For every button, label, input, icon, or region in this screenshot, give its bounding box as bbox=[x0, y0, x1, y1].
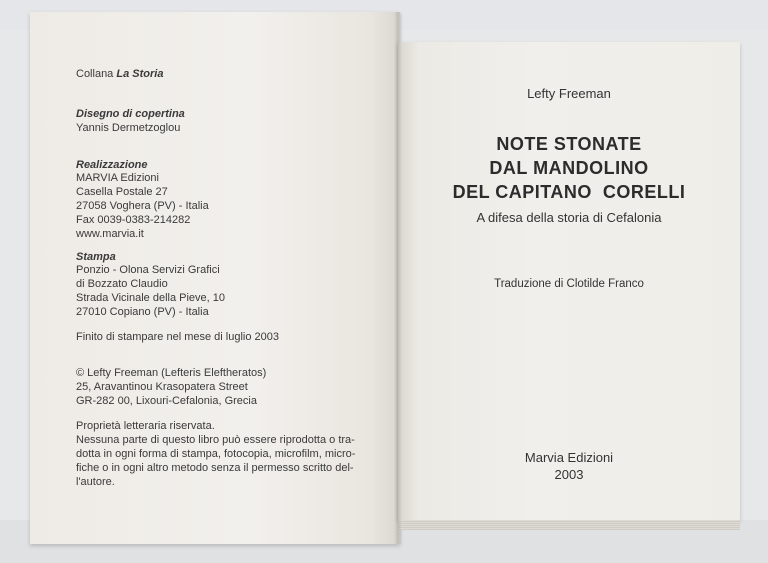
stampa-line: Ponzio - Olona Servizi Grafici bbox=[76, 264, 220, 276]
copyright-line: 25, Aravantinou Krasopatera Street bbox=[76, 381, 248, 393]
title-line: DAL MANDOLINO bbox=[489, 158, 649, 178]
realizzazione-line: 27058 Voghera (PV) - Italia bbox=[76, 200, 209, 212]
stampa-heading: Stampa bbox=[76, 251, 116, 263]
realizzazione-heading: Realizzazione bbox=[76, 159, 148, 171]
book-title bbox=[398, 132, 740, 204]
rights-line: fiche o in ogni altro metodo senza il permesso scritto del- bbox=[76, 462, 354, 474]
collana-name: La Storia bbox=[116, 68, 164, 80]
author-name: Lefty Freeman bbox=[527, 86, 611, 101]
stampa-line: Strada Vicinale della Pieve, 10 bbox=[76, 292, 226, 304]
printed-note: Finito di stampare nel mese di luglio 2003 bbox=[76, 331, 280, 343]
collana-line bbox=[76, 67, 163, 81]
copyright-line: GR-282 00, Lixouri-Cefalonia, Grecia bbox=[76, 395, 257, 407]
page-edges bbox=[398, 520, 740, 530]
realizzazione-line: MARVIA Edizioni bbox=[76, 172, 159, 184]
rights-line: Nessuna parte di questo libro può essere riprodotta o tra- bbox=[76, 434, 355, 446]
stampa-line: 27010 Copiano (PV) - Italia bbox=[76, 306, 209, 318]
rights-line: Proprietà letteraria riservata. bbox=[76, 420, 215, 432]
subtitle: A difesa della storia di Cefalonia bbox=[476, 210, 662, 225]
realizzazione-line: Fax 0039-0383-214282 bbox=[76, 214, 191, 226]
copyright-line: © Lefty Freeman (Lefteris Eleftheratos) bbox=[76, 367, 267, 379]
realizzazione-line: Casella Postale 27 bbox=[76, 186, 168, 198]
show-through-text bbox=[255, 118, 375, 208]
translator-credit: Traduzione di Clotilde Franco bbox=[494, 278, 644, 290]
publisher-name: Marvia Edizioni bbox=[524, 450, 614, 465]
collana-prefix: Collana bbox=[76, 68, 114, 80]
title-line: NOTE STONATE bbox=[496, 134, 642, 154]
rights-line: dotta in ogni forma di stampa, fotocopia, microfilm, micro- bbox=[76, 448, 356, 460]
publisher-block bbox=[398, 449, 740, 483]
title-line: DEL CAPITANO CORELLI bbox=[452, 182, 686, 202]
publication-year: 2003 bbox=[554, 467, 584, 482]
cover-heading: Disegno di copertina bbox=[76, 108, 185, 120]
rights-line: l'autore. bbox=[76, 476, 115, 488]
realizzazione-line: www.marvia.it bbox=[76, 228, 144, 240]
stampa-line: di Bozzato Claudio bbox=[76, 278, 168, 290]
cover-name: Yannis Dermetzoglou bbox=[76, 122, 181, 134]
